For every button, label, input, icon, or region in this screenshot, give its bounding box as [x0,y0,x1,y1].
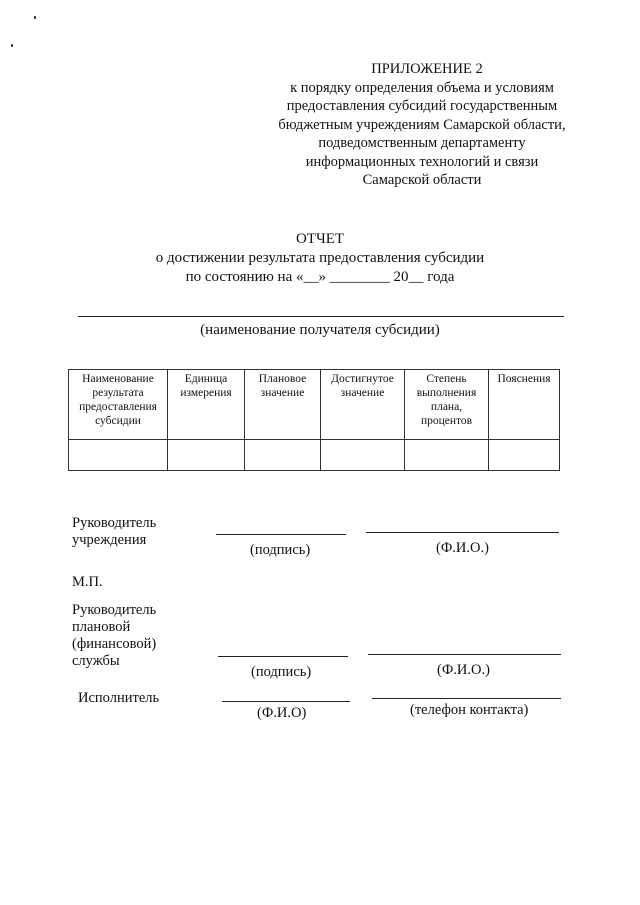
table-header-cell: Достигнутое значение [321,370,405,440]
appendix-title: ПРИЛОЖЕНИЕ 2 [371,61,483,77]
head-name-line [366,532,559,533]
appendix-line: Самарской области [362,172,482,188]
head-sign-caption: (подпись) [250,542,311,558]
report-subtitle: о достижении результата предоставления субсидии [155,250,485,266]
table-header-cell: Наименование результата предоставления субсидии [69,370,168,440]
appendix-line: подведомственным департаменту [318,135,526,151]
appendix-line: предоставления субсидий государственным [286,98,558,114]
appendix-line: информационных технологий и связи [305,153,539,170]
table-cell [168,440,245,471]
table-cell [245,440,321,471]
results-table [68,369,560,471]
scan-speck [11,44,13,47]
executor-label: Исполнитель [78,690,160,706]
recipient-caption: (наименование получателя субсидии) [200,322,440,338]
head-name-caption: (Ф.И.О.) [436,540,489,556]
table-cell [489,440,560,471]
table-row [69,440,560,471]
table-cell [69,440,168,471]
seal-label: М.П. [72,574,103,590]
table-header-cell: Степень выполнения плана, процентов [405,370,489,440]
executor-name-line [222,701,350,702]
table-header-cell: Плановое значение [245,370,321,440]
report-title: ОТЧЕТ [295,231,345,247]
executor-phone-line [372,698,561,699]
finance-label: Руководитель плановой (финансовой) службы [72,602,157,669]
executor-name-caption: (Ф.И.О) [257,705,307,721]
head-label: Руководитель учреждения [72,515,157,548]
table-cell [405,440,489,471]
head-signature-line [216,534,346,535]
finance-sign-caption: (подпись) [251,664,312,680]
executor-phone-caption: (телефон контакта) [410,702,529,718]
table-cell [321,440,405,471]
appendix-line: бюджетным учреждениям Самарской области, [278,116,566,133]
finance-signature-line [218,656,348,657]
report-date-line: по состоянию на «__» ________ 20__ года [185,269,455,285]
appendix-block [262,60,582,190]
table-header-cell: Единица измерения [168,370,245,440]
recipient-line [78,316,564,317]
table-header-cell: Пояснения [489,370,560,440]
finance-name-caption: (Ф.И.О.) [437,662,490,678]
appendix-line: к порядку определения объема и условиям [290,79,554,96]
scan-speck [34,16,36,19]
table-header-row [69,370,560,440]
finance-name-line [368,654,561,655]
